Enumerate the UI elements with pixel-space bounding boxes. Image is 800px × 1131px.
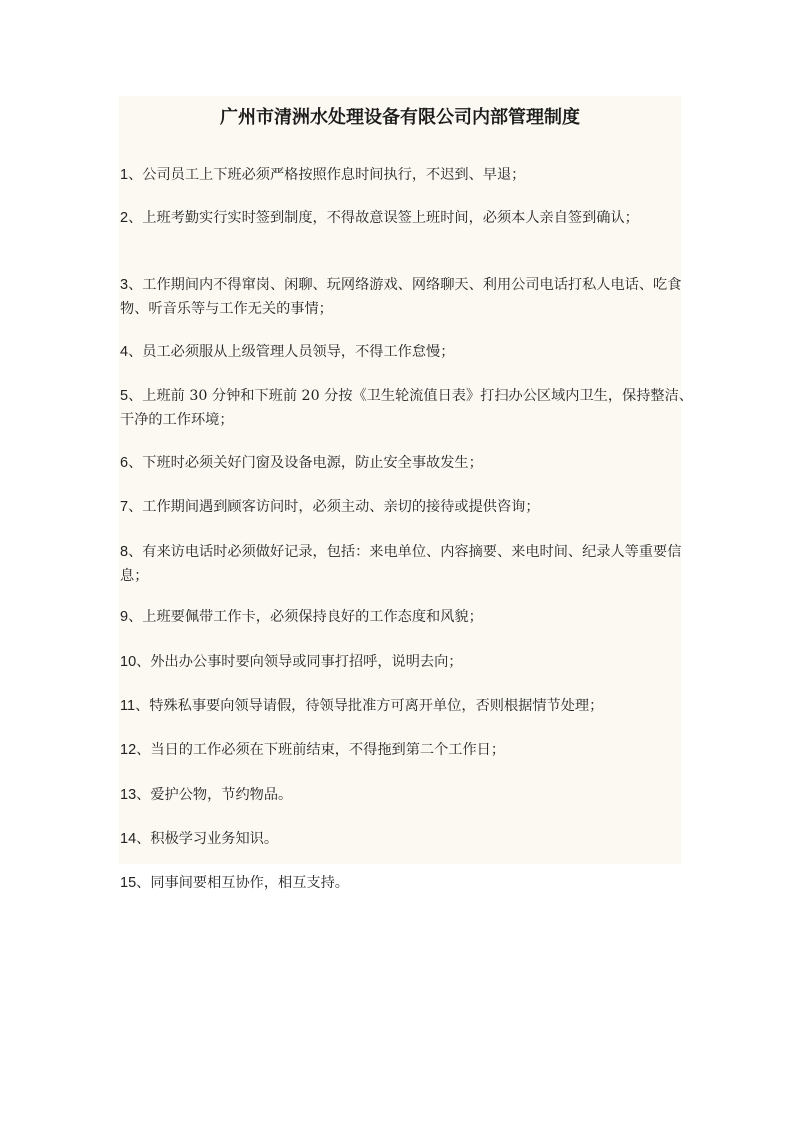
rule-text: 公司员工上下班必须严格按照作息时间执行，不迟到、早退； [142, 167, 526, 183]
rule-separator: 、 [128, 388, 143, 404]
rule-text: 上班前 30 分钟和下班前 20 分按《卫生轮流值日表》打扫办公区域内卫生，保持整洁、干净的工作环境； [120, 388, 693, 428]
rule-text: 上班要佩带工作卡，必须保持良好的工作态度和风貌； [142, 609, 483, 625]
rule-text: 当日的工作必须在下班前结束，不得拖到第二个工作日； [150, 742, 506, 758]
rule-number: 10 [120, 654, 137, 670]
rule-text: 特殊私事要向领导请假，待领导批准方可离开单位，否则根据情节处理； [149, 698, 604, 714]
rule-separator: 、 [136, 875, 151, 891]
rule-number: 12 [120, 742, 137, 758]
rule-number: 2 [120, 210, 129, 226]
rule-number: 8 [120, 544, 129, 560]
rule-separator: 、 [128, 455, 143, 471]
rule-number: 13 [120, 787, 137, 803]
rule-number: 15 [120, 875, 137, 891]
rule-item-14 [120, 827, 700, 851]
rule-separator: 、 [136, 654, 151, 670]
rule-text: 同事间要相互协作，相互支持。 [150, 875, 349, 891]
rule-text: 员工必须服从上级管理人员领导，不得工作怠慢； [142, 344, 455, 360]
rule-item-8 [120, 540, 700, 588]
rule-separator: 、 [128, 609, 143, 625]
rule-item-7 [120, 495, 700, 519]
rule-number: 9 [120, 609, 129, 625]
rule-item-9 [120, 605, 700, 629]
rule-number: 3 [120, 277, 129, 293]
rule-number: 1 [120, 167, 129, 183]
rule-item-12 [120, 738, 700, 762]
rule-text: 下班时必须关好门窗及设备电源，防止安全事故发生； [142, 455, 483, 471]
rule-number: 4 [120, 344, 129, 360]
rule-separator: 、 [128, 210, 143, 226]
rule-separator: 、 [128, 167, 143, 183]
rule-item-6 [120, 451, 700, 475]
rule-text: 爱护公物，节约物品。 [150, 787, 293, 803]
rule-separator: 、 [128, 344, 143, 360]
rule-number: 6 [120, 455, 129, 471]
rule-item-15 [120, 871, 700, 895]
rule-separator: 、 [136, 742, 151, 758]
rule-separator: 、 [128, 277, 143, 293]
rule-item-5 [120, 384, 700, 432]
document-title: 广州市清洲水处理设备有限公司内部管理制度 [220, 107, 580, 128]
rule-item-11 [120, 694, 700, 718]
rule-item-4 [120, 340, 700, 364]
rule-text: 上班考勤实行实时签到制度，不得故意误签上班时间，必须本人亲自签到确认； [142, 210, 639, 226]
rule-number: 7 [120, 499, 129, 515]
rule-text: 外出办公事时要向领导或同事打招呼，说明去向； [150, 654, 463, 670]
rule-item-13 [120, 783, 700, 807]
rule-separator: 、 [136, 787, 151, 803]
rule-separator: 、 [136, 831, 151, 847]
rule-item-10 [120, 650, 700, 674]
rule-text: 积极学习业务知识。 [150, 831, 279, 847]
rule-number: 5 [120, 388, 129, 404]
rule-number: 11 [120, 698, 136, 714]
rule-separator: 、 [128, 499, 143, 515]
rule-text: 工作期间内不得窜岗、闲聊、玩网络游戏、网络聊天、利用公司电话打私人电话、吃食物、听音乐等与工作无关的事情； [120, 277, 682, 317]
rule-separator: 、 [128, 544, 143, 560]
rule-text: 有来访电话时必须做好记录，包括：来电单位、内容摘要、来电时间、纪录人等重要信息； [120, 544, 682, 584]
rule-item-2 [120, 206, 700, 230]
rule-item-1 [120, 163, 700, 187]
rule-text: 工作期间遇到顾客访问时，必须主动、亲切的接待或提供咨询； [142, 499, 540, 515]
rule-item-3 [120, 273, 700, 321]
rule-number: 14 [120, 831, 137, 847]
rule-separator: 、 [135, 698, 150, 714]
